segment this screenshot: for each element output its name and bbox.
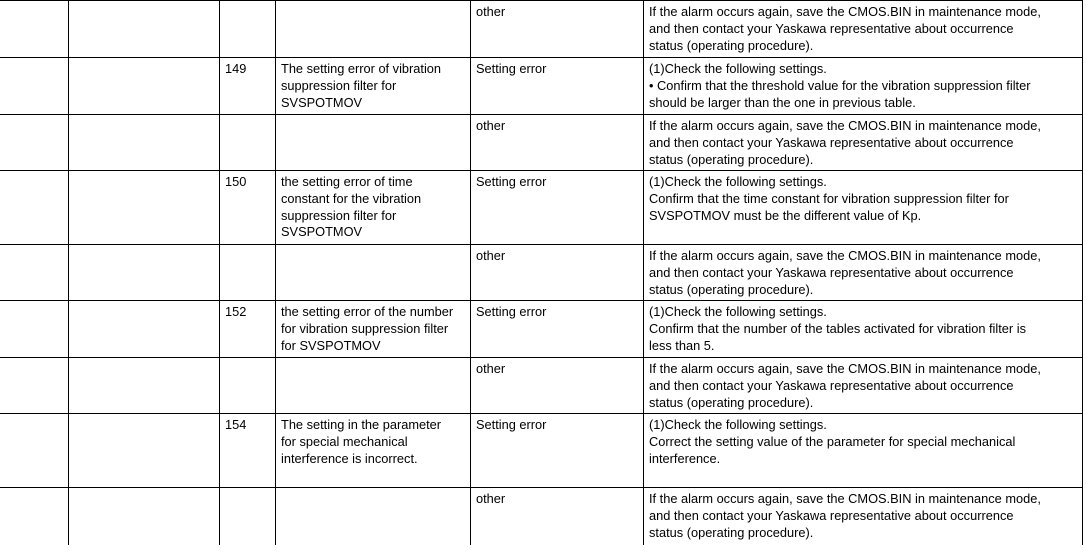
detail-cell: Setting error	[471, 414, 644, 488]
sub-code-cell	[69, 58, 220, 115]
meaning-cell: the setting error of the number for vibration suppression filter for SVSPOTMOV	[276, 301, 471, 358]
table-row	[0, 414, 1083, 488]
detail-cell: other	[471, 358, 644, 414]
meaning-cell: The setting in the parameter for special mechanical interference is incorrect.	[276, 414, 471, 488]
meaning-cell	[276, 245, 471, 301]
sub-code-cell	[69, 245, 220, 301]
sub-code-cell	[69, 488, 220, 548]
sub-code-cell	[69, 171, 220, 245]
table-row	[0, 115, 1083, 171]
table-row	[0, 1, 1083, 58]
remedy-cell: If the alarm occurs again, save the CMOS.BIN in maintenance mode, and then contact your Yaskawa representative about occurrence status (operating procedure).	[644, 245, 1083, 301]
remedy-cell: If the alarm occurs again, save the CMOS.BIN in maintenance mode, and then contact your Yaskawa representative about occurrence status (operating procedure).	[644, 1, 1083, 58]
alarm-code-cell	[0, 245, 69, 301]
detail-cell: other	[471, 488, 644, 548]
meaning-cell	[276, 1, 471, 58]
detail-cell: Setting error	[471, 301, 644, 358]
table-row	[0, 245, 1083, 301]
alarm-code-cell	[0, 488, 69, 548]
remedy-cell: If the alarm occurs again, save the CMOS.BIN in maintenance mode, and then contact your Yaskawa representative about occurrence status (operating procedure).	[644, 115, 1083, 171]
alarm-code-cell	[0, 358, 69, 414]
data-number-cell	[220, 1, 276, 58]
meaning-cell: the setting error of time constant for the vibration suppression filter for SVSPOTMOV	[276, 171, 471, 245]
alarm-code-cell	[0, 171, 69, 245]
data-number-cell	[220, 488, 276, 548]
remedy-cell: If the alarm occurs again, save the CMOS.BIN in maintenance mode, and then contact your Yaskawa representative about occurrence status (operating procedure).	[644, 358, 1083, 414]
remedy-cell: (1)Check the following settings. Confirm that the time constant for vibration suppression filter for SVSPOTMOV must be the different value of Kp.	[644, 171, 1083, 245]
meaning-cell	[276, 488, 471, 548]
sub-code-cell	[69, 1, 220, 58]
detail-cell: Setting error	[471, 58, 644, 115]
remedy-cell: If the alarm occurs again, save the CMOS.BIN in maintenance mode, and then contact your Yaskawa representative about occurrence status (operating procedure).	[644, 488, 1083, 548]
data-number-cell: 154	[220, 414, 276, 488]
sub-code-cell	[69, 414, 220, 488]
table-row	[0, 358, 1083, 414]
table-row	[0, 58, 1083, 115]
alarm-table-body	[0, 1, 1083, 548]
data-number-cell	[220, 245, 276, 301]
alarm-code-cell	[0, 301, 69, 358]
detail-cell: other	[471, 1, 644, 58]
data-number-cell: 149	[220, 58, 276, 115]
detail-cell: other	[471, 115, 644, 171]
table-row	[0, 171, 1083, 245]
data-number-cell	[220, 115, 276, 171]
sub-code-cell	[69, 358, 220, 414]
data-number-cell	[220, 358, 276, 414]
data-number-cell: 152	[220, 301, 276, 358]
data-number-cell: 150	[220, 171, 276, 245]
remedy-cell: (1)Check the following settings. • Confirm that the threshold value for the vibration suppression filter should be larger than the one in previous table.	[644, 58, 1083, 115]
alarm-code-cell	[0, 58, 69, 115]
alarm-code-cell	[0, 1, 69, 58]
meaning-cell	[276, 115, 471, 171]
table-row	[0, 488, 1083, 548]
sub-code-cell	[69, 115, 220, 171]
detail-cell: other	[471, 245, 644, 301]
alarm-code-cell	[0, 115, 69, 171]
table-row	[0, 301, 1083, 358]
meaning-cell: The setting error of vibration suppression filter for SVSPOTMOV	[276, 58, 471, 115]
sub-code-cell	[69, 301, 220, 358]
remedy-cell: (1)Check the following settings. Confirm that the number of the tables activated for vibration filter is less than 5.	[644, 301, 1083, 358]
remedy-cell: (1)Check the following settings. Correct the setting value of the parameter for special mechanical interference.	[644, 414, 1083, 488]
meaning-cell	[276, 358, 471, 414]
detail-cell: Setting error	[471, 171, 644, 245]
alarm-code-cell	[0, 414, 69, 488]
